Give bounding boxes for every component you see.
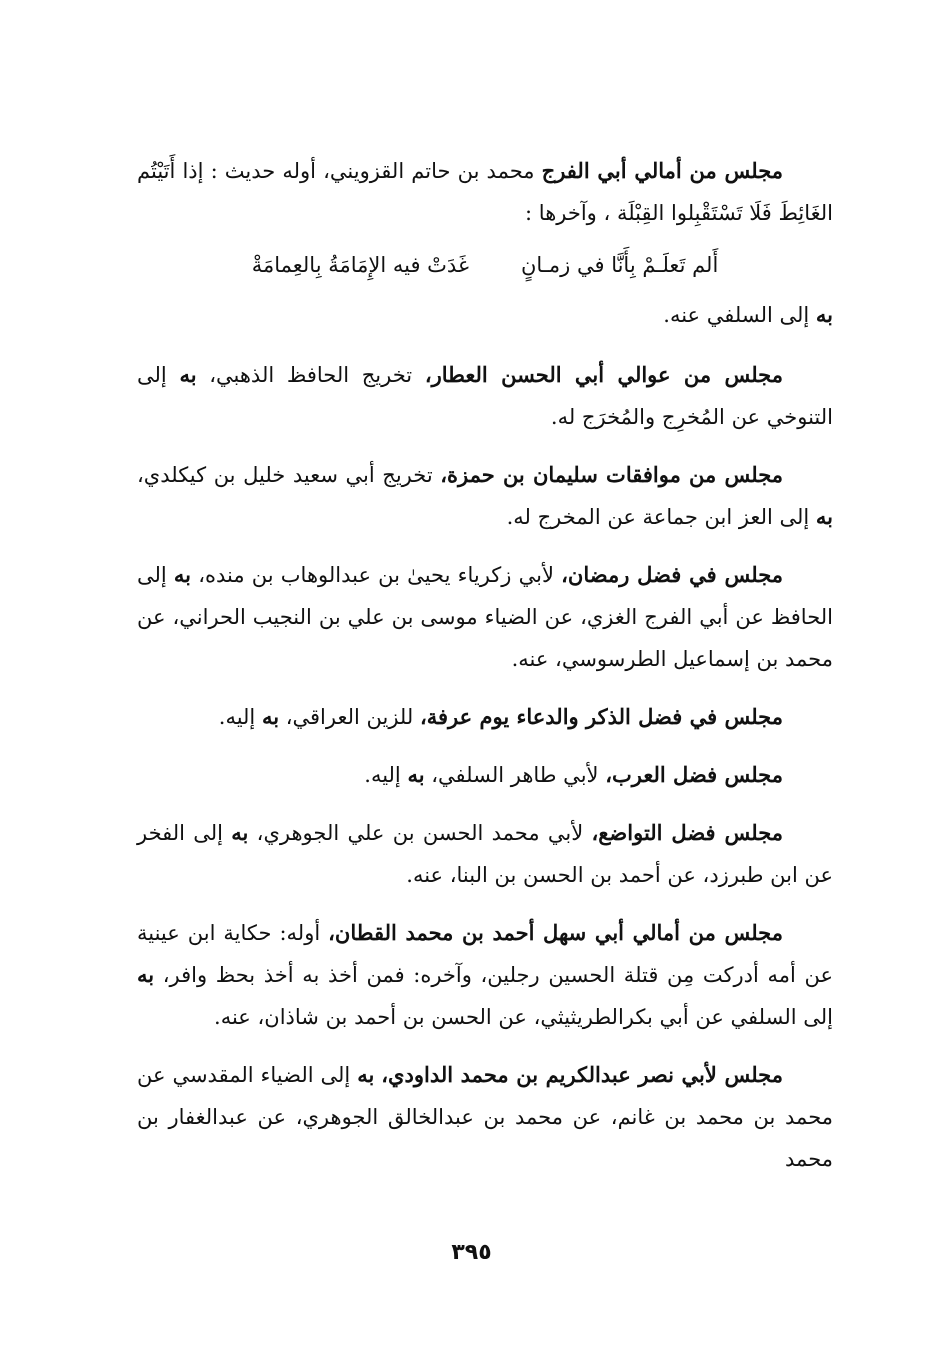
entry-bih: به <box>407 762 425 787</box>
verse-first-hemistich: أَلم تَعلَـمْ بِأَنَّا في زمـانٍ <box>520 253 719 277</box>
entry-bih: به <box>137 962 155 987</box>
entry-title: مجلس فضل العرب، <box>605 762 783 787</box>
entry-text: إلى السلفي عن أبي بكرالطريثيثي، عن الحسن بن أحمد بن شاذان، عنه. <box>214 1005 833 1029</box>
entry-bih: به <box>231 820 249 845</box>
entry-text: إلى العز ابن جماعة عن المخرج له. <box>506 505 816 529</box>
entry-muwafaqat-sulayman <box>137 454 833 538</box>
entry-text: إلى الحافظ عن أبي الفرج الغزي، عن الضياء موسى بن علي بن النجيب الحراني، عن محمد بن إسماعيل الطرسوسي، عنه. <box>137 563 833 671</box>
entry-bih: به <box>815 504 833 529</box>
entry-title: مجلس من عوالي أبي الحسن العطار، <box>424 362 783 387</box>
entry-fadl-al-dhikr <box>137 696 833 738</box>
entry-text: إلى الضياء المقدسي عن محمد بن محمد بن غانم، عن محمد بن عبدالخالق الجوهري، عن عبدالغفار بن محمد <box>137 1063 833 1171</box>
entry-bih: به <box>261 704 280 729</box>
entry-fadl-al-tawadu <box>137 812 833 896</box>
entry-bih: به <box>815 302 833 327</box>
entry-text: أوله: حكاية ابن عينية عن أمه أدركت مِن قتلة الحسين رجلين، وآخره: فمن أخذ به أخذ بحظ وافر، <box>137 921 833 987</box>
entry-text: إلى الفخر عن ابن طبرزد، عن أحمد بن الحسن بن البنا، عنه. <box>137 821 833 887</box>
entry-text: لأبي محمد الحسن بن علي الجوهري، <box>248 821 592 845</box>
entry-text: للزين العراقي، <box>279 705 420 729</box>
entry-title: مجلس فضل التواضع، <box>591 820 784 845</box>
entry-text: تخريج أبي سعيد خليل بن كيكلدي، <box>137 463 441 487</box>
entry-text: لأبي زكرياء يحيىٰ بن عبدالوهاب بن منده، <box>191 563 562 587</box>
page-body <box>137 150 833 1196</box>
entry-fadl-ramadan <box>137 554 833 680</box>
entry-fadl-al-arab <box>137 754 833 796</box>
entry-text: تخريج الحافظ الذهبي، <box>196 363 425 387</box>
entry-text: إلى التنوخي عن المُخرِج والمُخرَج له. <box>137 363 833 429</box>
entry-text: لأبي طاهر السلفي، <box>424 763 606 787</box>
entry-bih: به <box>357 1062 375 1087</box>
entry-text: إليه. <box>218 705 262 729</box>
entry-amali-al-qattan <box>137 912 833 1038</box>
entry-title: مجلس في فضل الذكر والدعاء يوم عرفة، <box>419 704 783 729</box>
entry-title: مجلس لأبي نصر عبدالكريم بن محمد الداودي، <box>381 1062 783 1087</box>
entry-bih: به <box>173 562 192 587</box>
entry-text: محمد بن حاتم القزويني، أوله حديث : إذا أَتَيْتُم الغَائِطَ فَلَا تَسْتَقْبِلوا القِبْلَة ، وآخرها : <box>137 159 833 225</box>
entry-title: مجلس من أمالي أبي الفرج <box>541 158 784 183</box>
entry-title: مجلس من موافقات سليمان بن حمزة، <box>440 462 783 487</box>
verse-second-hemistich: غَدَتْ فيه الإِمَامَةُ بِالعِمامَةْ <box>251 253 469 277</box>
page-number: ٣٩٥ <box>451 1240 492 1265</box>
entry-title: مجلس في فضل رمضان، <box>561 562 784 587</box>
entry-text: إلى السلفي عنه. <box>663 303 816 327</box>
entry-text: إليه. <box>364 763 408 787</box>
entry-amali-abi-al-faraj <box>137 150 833 234</box>
entry-al-dawudi <box>137 1054 833 1180</box>
entry-bih: به <box>179 362 197 387</box>
poem-verse <box>137 244 833 286</box>
entry-continuation <box>137 294 833 336</box>
entry-title: مجلس من أمالي أبي سهل أحمد بن محمد القطان، <box>328 920 783 945</box>
entry-awali-al-attar <box>137 354 833 438</box>
